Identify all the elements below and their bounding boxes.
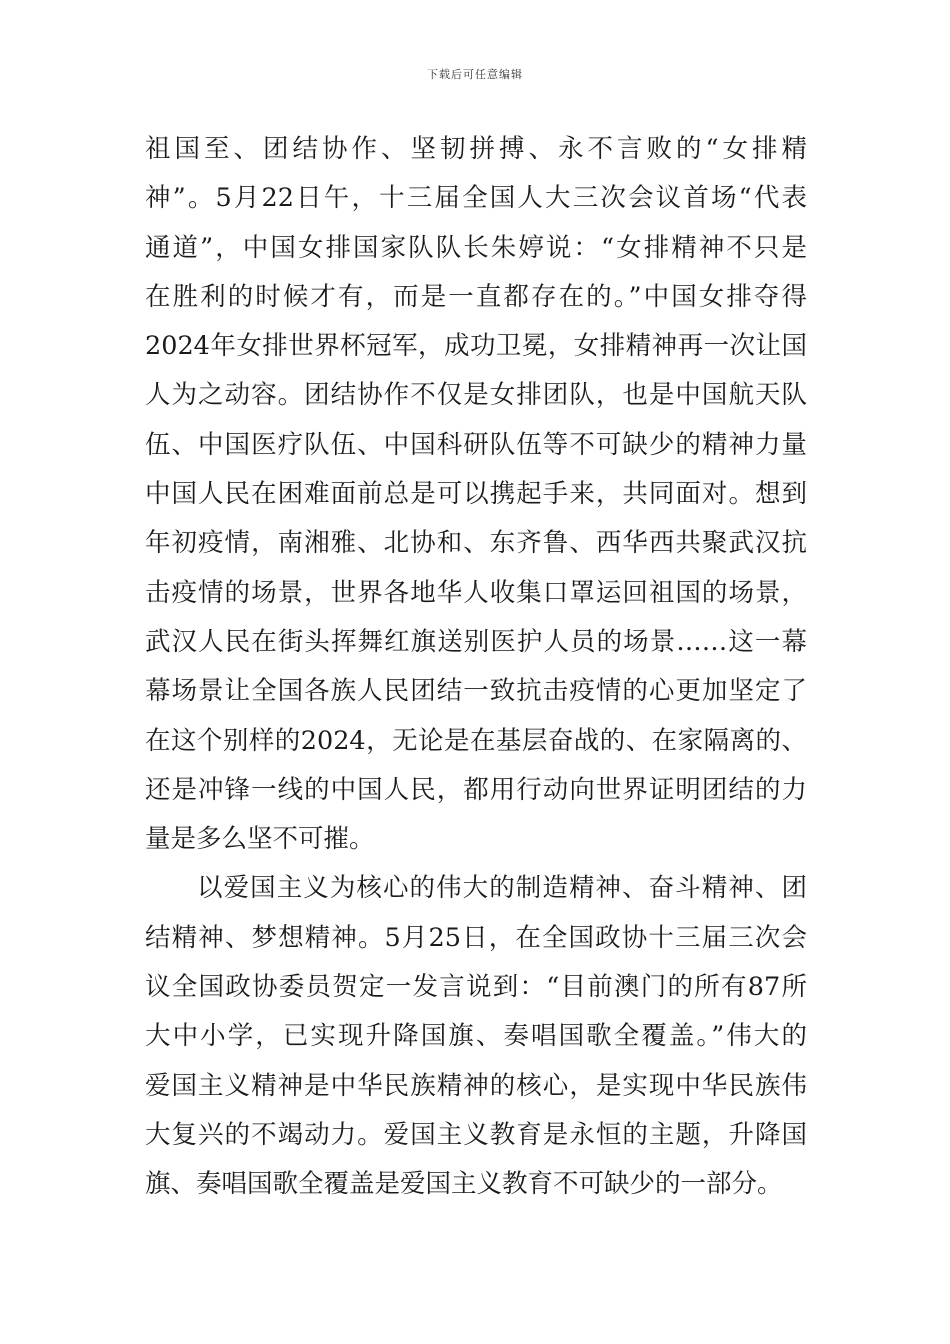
text-line: 旗、奏唱国歌全覆盖是爱国主义教育不可缺少的一部分。	[145, 1169, 783, 1200]
text-line: 在胜利的时候才有，而是一直都存在的。”中国女排夺得	[145, 281, 807, 312]
text-line: 议全国政协委员贺定一发言说到：“目前澳门的所有87所	[145, 972, 807, 1003]
text-line: 击疫情的场景，世界各地华人收集口罩运回祖国的场景，	[145, 577, 807, 608]
text-line: 武汉人民在街头挥舞红旗送别医护人员的场景……这一幕	[145, 626, 807, 657]
document-body	[145, 125, 807, 1210]
text-line: 幕场景让全国各族人民团结一致抗击疫情的心更加坚定了	[145, 676, 807, 707]
text-line: 中国人民在困难面前总是可以携起手来，共同面对。想到	[145, 479, 807, 510]
text-line: 爱国主义精神是中华民族精神的核心，是实现中华民族伟	[145, 1070, 807, 1101]
text-line: 结精神、梦想精神。5月25日，在全国政协十三届三次会	[145, 922, 807, 953]
text-line: 在这个别样的2024，无论是在基层奋战的、在家隔离的、	[145, 725, 807, 756]
text-line: 大中小学，已实现升降国旗、奏唱国歌全覆盖。”伟大的	[145, 1021, 807, 1052]
text-line: 2024年女排世界杯冠军，成功卫冕，女排精神再一次让国	[145, 331, 807, 362]
text-line: 通道”，中国女排国家队队长朱婷说：“女排精神不只是	[145, 232, 807, 263]
text-line: 伍、中国医疗队伍、中国科研队伍等不可缺少的精神力量	[145, 429, 807, 460]
paragraph-1	[145, 125, 807, 864]
text-line: 神”。5月22日午，十三届全国人大三次会议首场“代表	[145, 183, 807, 214]
text-line: 祖国至、团结协作、坚韧拼搏、永不言败的“女排精	[145, 134, 807, 164]
text-line: 量是多么坚不可摧。	[145, 824, 375, 855]
paragraph-2	[145, 864, 807, 1209]
text-line: 以爱国主义为核心的伟大的制造精神、奋斗精神、团	[197, 873, 807, 904]
text-line: 大复兴的不竭动力。爱国主义教育是永恒的主题，升降国	[145, 1119, 807, 1150]
page-header-note: 下载后可任意编辑	[427, 68, 523, 81]
text-line: 年初疫情，南湘雅、北协和、东齐鲁、西华西共聚武汉抗	[145, 528, 807, 559]
text-line: 人为之动容。团结协作不仅是女排团队，也是中国航天队	[145, 380, 807, 411]
text-line: 还是冲锋一线的中国人民，都用行动向世界证明团结的力	[145, 774, 807, 805]
